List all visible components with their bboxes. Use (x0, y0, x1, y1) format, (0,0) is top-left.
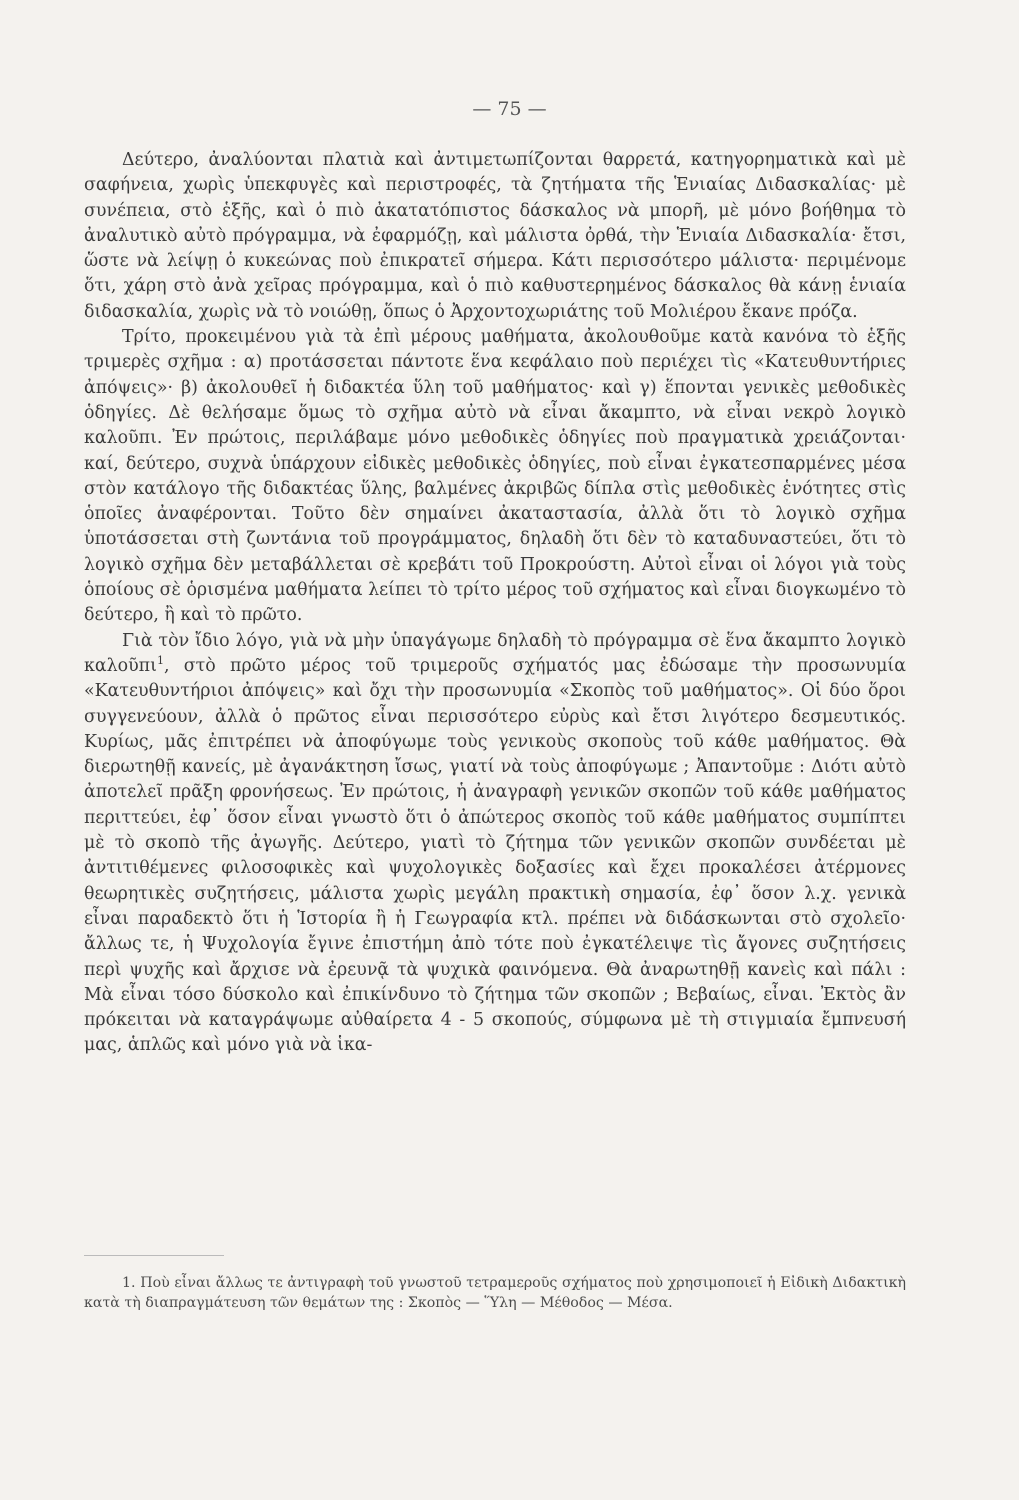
paragraph-text-continued: , στὸ πρῶτο μέρος τοῦ τριμεροῦς σχήματός μας ἐδώσαμε τὴν προσωνυμία «Κατευθυντήριοι ἀπόψεις» καὶ ὄχι τὴν προσωνυμία «Σκοπὸς τοῦ μαθήματος». Οἱ δύο ὅροι συγγενεύουν, ἀλλὰ ὁ πρῶτος εἶναι περισσότερο εὐρὺς καὶ ἔτσι λιγότερο δεσμευτικός. Κυρίως, μᾶς ἐπιτρέπει νὰ ἀποφύγωμε τοὺς γενικοὺς σκοποὺς τοῦ κάθε μαθήματος. Θὰ διερωτηθῇ κανείς, μὲ ἀγανάκτηση ἴσως, γιατί νὰ τοὺς ἀποφύγωμε ; Ἀπαντοῦμε : Διότι αὐτὸ ἀποτελεῖ πρᾶξη φρονήσεως. Ἐν πρώτοις, ἡ ἀναγραφὴ γενικῶν σκοπῶν τοῦ κάθε μαθήματος περιττεύει, ἐφ᾽ ὅσον εἶναι γνωστὸ ὅτι ὁ ἀπώτερος σκοπὸς τοῦ κάθε μαθήματος συμπίπτει μὲ τὸ σκοπὸ τῆς ἀγωγῆς. Δεύτερο, γιατὶ τὸ ζήτημα τῶν γενικῶν σκοπῶν συνδέεται μὲ ἀντιτιθέμενες φιλοσοφικὲς καὶ ψυχολογικὲς δοξασίες καὶ ἔχει προκαλέσει ἀτέρμονες θεωρητικὲς συζητήσεις, μάλιστα χωρὶς μεγάλη πρακτικὴ σημασία, ἐφ᾽ ὅσον λ.χ. γενικὰ εἶναι παραδεκτὸ ὅτι ἡ Ἱστορία ἢ ἡ Γεωγραφία κτλ. πρέπει νὰ διδάσκωνται στὸ σχολεῖο· ἄλλως τε, ἡ Ψυχολογία ἔγινε ἐπιστήμη ἀπὸ τότε ποὺ ἐγκατέλειψε τὶς ἄγονες συζητήσεις περὶ ψυχῆς καὶ ἄρχισε νὰ ἐρευνᾷ τὰ ψυχικὰ φαινόμενα. Θὰ ἀναρωτηθῇ κανεὶς καὶ πάλι : Μὰ εἶναι τόσο δύσκολο καὶ ἐπικίνδυνο τὸ ζήτημα τῶν σκοπῶν ; Βεβαίως, εἶναι. Ἐκτὸς ἂν πρόκειται νὰ καταγράψωμε αὐθαίρετα 4 - 5 σκοπούς, σύμφωνα μὲ τὴ στιγμιαία ἔμπνευσή μας, ἁπλῶς καὶ μόνο γιὰ νὰ ἱκα- (84, 655, 906, 1056)
footnote-reference: 1 (156, 654, 164, 668)
footnote-divider (84, 1255, 224, 1256)
paragraph: Δεύτερο, ἀναλύονται πλατιὰ καὶ ἀντιμετωπίζονται θαρρετά, κατηγορηματικὰ καὶ μὲ σαφήνεια, χωρὶς ὑπεκφυγὲς καὶ περιστροφές, τὰ ζητήματα τῆς Ἑνιαίας Διδασκαλίας· μὲ συνέπεια, στὸ ἑξῆς, καὶ ὁ πιὸ ἀκατατόπιστος δάσκαλος νὰ μπορῆ, μὲ μόνο βοήθημα τὸ ἀναλυτικὸ αὐτὸ πρόγραμμα, νὰ ἐφαρμόζῃ, καὶ μάλιστα ὀρθά, τὴν Ἑνιαία Διδασκαλία· ἔτσι, ὥστε νὰ λείψῃ ὁ κυκεώνας ποὺ ἐπικρατεῖ σήμερα. Κάτι περισσότερο μάλιστα· περιμένομε ὅτι, χάρη στὸ ἀνὰ χεῖρας πρόγραμμα, καὶ ὁ πιὸ καθυστερημένος δάσκαλος θὰ κάνῃ ἑνιαία διδασκαλία, χωρὶς νὰ τὸ νοιώθῃ, ὅπως ὁ Ἀρχοντοχωριάτης τοῦ Μολιέρου ἔκανε πρόζα. (84, 150, 906, 322)
paragraph-text: Γιὰ τὸν ἴδιο λόγο, γιὰ νὰ μὴν ὑπαγάγωμε δηλαδὴ τὸ πρόγραμμα σὲ ἕνα ἄκαμπτο λογικὸ καλοῦπι (84, 630, 906, 676)
footnote-text: 1. Ποὺ εἶναι ἄλλως τε ἀντιγραφὴ τοῦ γνωστοῦ τετραμεροῦς σχήματος ποὺ χρησιμοποιεῖ ἡ Εἰδικὴ Διδακτικὴ κατὰ τὴ διαπραγμάτευση τῶν θεμάτων της : Σκοπὸς — Ὕλη — Μέθοδος — Μέσα. (84, 1275, 906, 1311)
body-text (84, 148, 906, 1059)
paragraph: Τρίτο, προκειμένου γιὰ τὰ ἐπὶ μέρους μαθήματα, ἀκολουθοῦμε κατὰ κανόνα τὸ ἑξῆς τριμερὲς σχῆμα : α) προτάσσεται πάντοτε ἕνα κεφάλαιο ποὺ περιέχει τὶς «Κατευθυντήριες ἀπόψεις»· β) ἀκολουθεῖ ἡ διδακτέα ὕλη τοῦ μαθήματος· καὶ γ) ἕπονται γενικὲς μεθοδικὲς ὁδηγίες. Δὲ θελήσαμε ὅμως τὸ σχῆμα αὐτὸ νὰ εἶναι ἄκαμπτο, νὰ εἶναι νεκρὸ λογικὸ καλοῦπι. Ἐν πρώτοις, περιλάβαμε μόνο μεθοδικὲς ὁδηγίες ποὺ πραγματικὰ χρειάζονται· καί, δεύτερο, συχνὰ ὑπάρχουν εἰδικὲς μεθοδικὲς ὁδηγίες, ποὺ εἶναι ἐγκατεσπαρμένες μέσα στὸν κατάλογο τῆς διδακτέας ὕλης, βαλμένες ἀκριβῶς δίπλα στὶς μεθοδικὲς ἑνότητες στὶς ὁποῖες ἀναφέρονται. Τοῦτο δὲν σημαίνει ἀκαταστασία, ἀλλὰ ὅτι τὸ λογικὸ σχῆμα ὑποτάσσεται στὴ ζωντάνια τοῦ προγράμματος, δηλαδὴ ὅτι δὲν τὸ καταδυναστεύει, ὅτι τὸ λογικὸ σχῆμα δὲν μεταβάλλεται σὲ κρεβάτι τοῦ Προκρούστη. Αὐτοὶ εἶναι οἱ λόγοι γιὰ τοὺς ὁποίους σὲ ὁρισμένα μαθήματα λείπει τὸ τρίτο μέρος τοῦ σχήματος καὶ εἶναι διογκωμένο τὸ δεύτερο, ἢ καὶ τὸ πρῶτο. (84, 327, 906, 626)
page-number: — 75 — (472, 98, 547, 120)
footnote (84, 1273, 906, 1313)
paragraph-with-footnote (84, 629, 906, 1059)
